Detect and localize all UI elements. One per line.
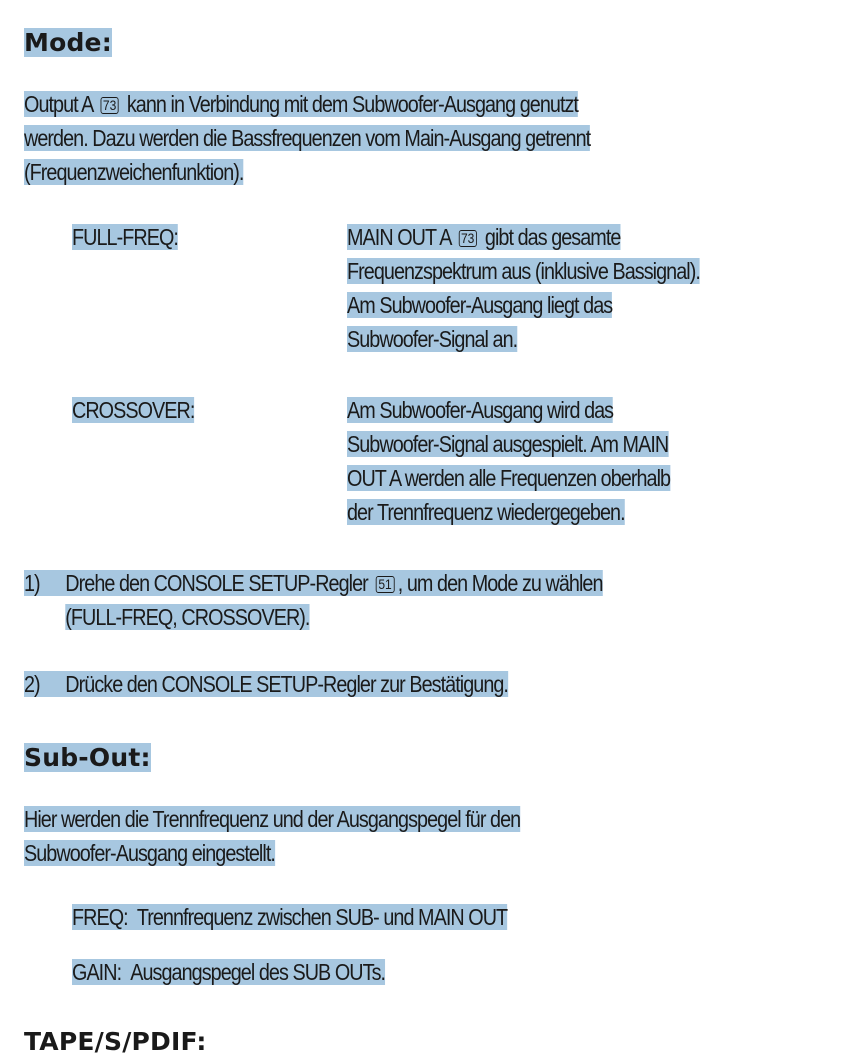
param-label-gain: GAIN: xyxy=(72,959,122,985)
step-2: 2) Drücke den CONSOLE SETUP-Regler zur Bestätigung. xyxy=(24,667,508,701)
mode-heading-text: Mode: xyxy=(24,28,112,57)
sub-out-heading-text: Sub-Out: xyxy=(24,743,151,772)
param-text-freq: Trennfrequenz zwischen SUB- und MAIN OUT xyxy=(136,904,508,930)
reference-number-badge: 51 xyxy=(376,576,395,593)
tape-spdif-heading: TAPE/S/PDIF: xyxy=(24,1027,207,1056)
reference-number-badge: 73 xyxy=(458,230,477,247)
param-label-freq: FREQ: xyxy=(72,904,128,930)
step-number: 1) xyxy=(24,570,40,596)
mode-intro xyxy=(24,87,590,189)
mode-heading xyxy=(24,28,112,58)
mode-intro-line-3: (Frequenzweichenfunktion). xyxy=(24,159,244,185)
reference-number-badge: 73 xyxy=(100,97,119,114)
sub-out-intro: Hier werden die Trennfrequenz und der Ausgangspegel für den Subwoofer-Ausgang eingestellt. xyxy=(24,806,521,866)
param-text-gain: Ausgangspegel des SUB OUTs. xyxy=(130,959,386,985)
option-term-full-freq: FULL-FREQ: xyxy=(72,224,178,250)
option-term-crossover: CROSSOVER: xyxy=(72,397,195,423)
step-1: 1) Drehe den CONSOLE SETUP-Regler 51 , um den Mode zu wählen (FULL-FREQ, CROSSOVER). xyxy=(24,566,603,634)
step-number: 2) xyxy=(24,671,40,697)
option-desc-crossover: Am Subwoofer-Ausgang wird das Subwoofer-Signal ausgespielt. Am MAIN OUT A werden alle Frequenzen oberhalb der Trennfrequenz wiedergegeben. xyxy=(347,397,671,525)
param-freq xyxy=(72,900,507,934)
sub-out-heading xyxy=(24,743,151,773)
param-gain xyxy=(72,955,385,989)
mode-intro-line-2: werden. Dazu werden die Bassfrequenzen vom Main-Ausgang getrennt xyxy=(24,125,591,151)
mode-intro-line-1: Output A 73 kann in Verbindung mit dem Subwoofer-Ausgang genutzt xyxy=(24,91,578,117)
option-desc-full-freq: MAIN OUT A 73 gibt das gesamte Frequenzspektrum aus (inklusive Bassignal). Am Subwoofer-Ausgang liegt das Subwoofer-Signal an. xyxy=(347,224,700,352)
